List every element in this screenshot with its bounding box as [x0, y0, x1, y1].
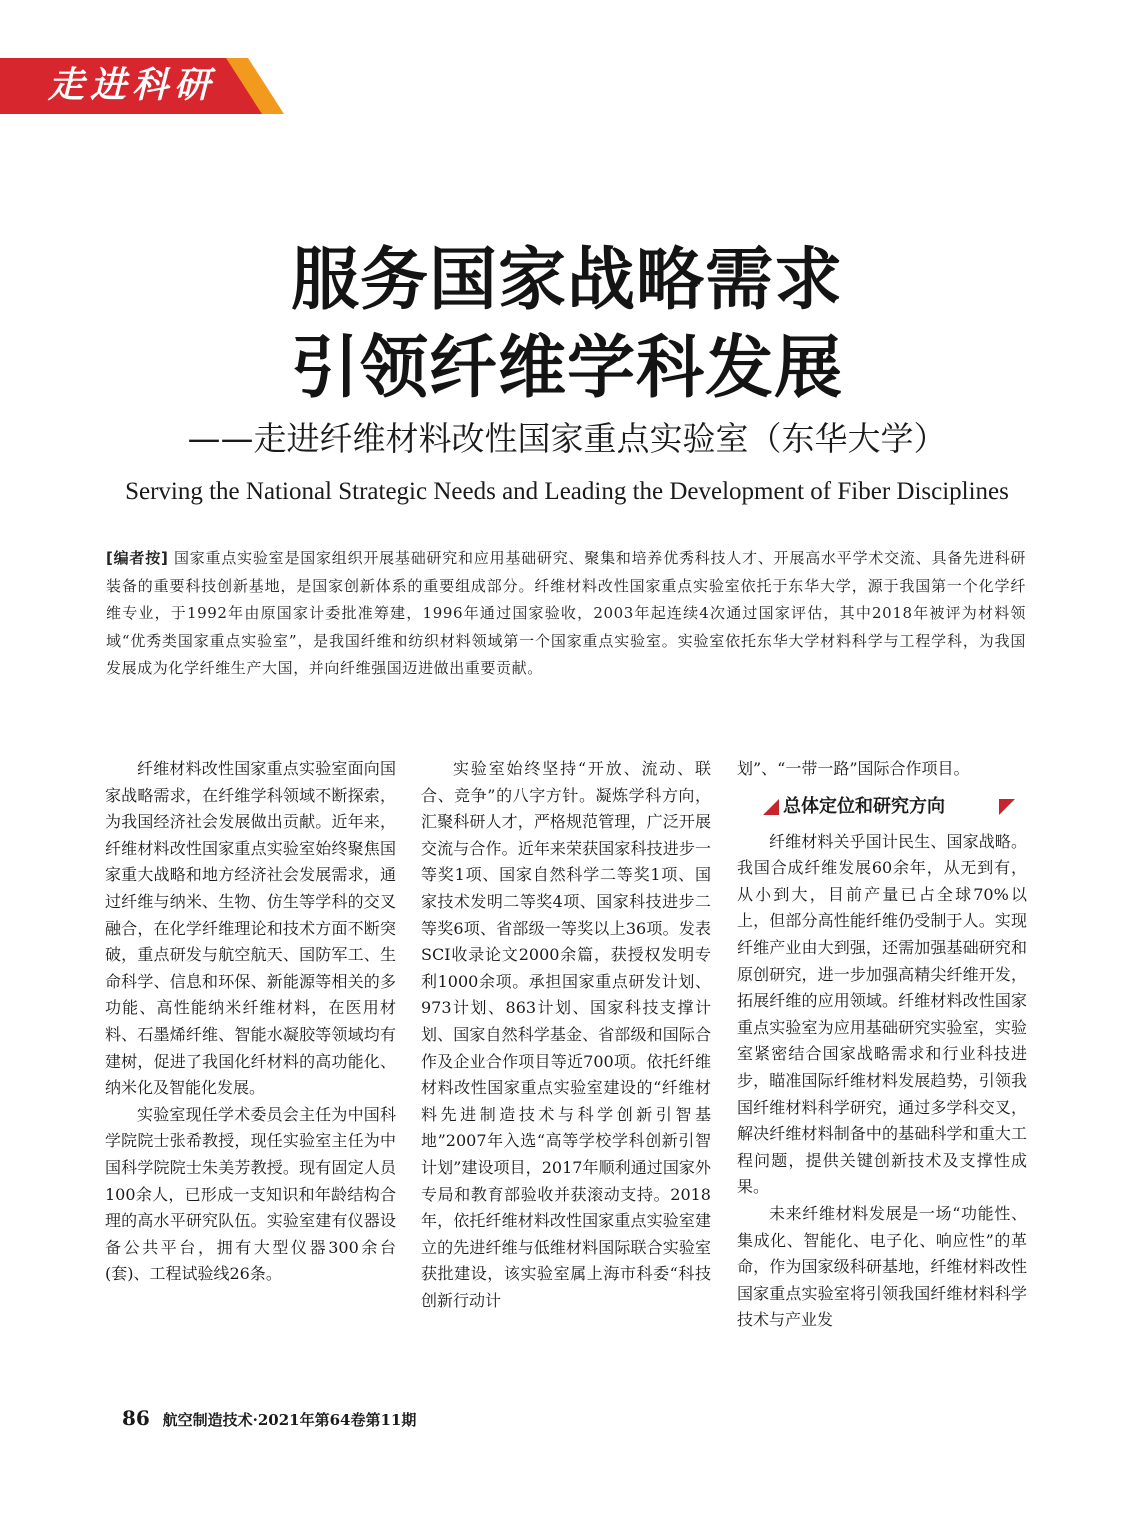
col3-paragraph-2: 未来纤维材料发展是一场“功能性、集成化、智能化、电子化、响应性”的革命，作为国家级科研基地，纤维材料改性国家重点实验室将引领我国纤维材料科学技术与产业发 — [737, 1203, 1027, 1330]
column-2 — [421, 756, 711, 1314]
heading-right-triangle-icon — [999, 799, 1015, 815]
heading-left-triangle-icon — [763, 799, 779, 815]
editor-note-text: 国家重点实验室是国家组织开展基础研究和应用基础研究、聚集和培养优秀科技人才、开展高水平学术交流、具备先进科研装备的重要科技创新基地，是国家创新体系的重要组成部分。纤维材料改性国家重点实验室依托于东华大学，源于我国第一个化学纤维专业，于1992年由原国家计委批准筹建，1996年通过国家验收，2003年起连续4次通过国家评估，其中2018年被评为材料领域“优秀类国家重点实验室”，是我国纤维和纺织材料领域第一个国家重点实验室。实验室依托东华大学材料科学与工程学科，为我国发展成为化学纤维生产大国，并向纤维强国迈进做出重要贡献。 — [106, 549, 1027, 677]
title-line-1: 服务国家战略需求 — [290, 240, 843, 320]
col1-paragraph-2: 实验室现任学术委员会主任为中国科学院院士张希教授，现任实验室主任为中国科学院院士朱美芳教授。现有固定人员100余人，已形成一支知识和年龄结构合理的高水平研究队伍。实验室建有仪器设备公共平台，拥有大型仪器300余台(套)、工程试验线26条。 — [105, 1104, 396, 1284]
editor-note-tag: [编者按] — [106, 549, 169, 567]
english-title: Serving the National Strategic Needs and Leading the Development of Fiber Disciplines — [125, 478, 1009, 505]
editor-note — [106, 545, 1026, 683]
col2-paragraph-1: 实验室始终坚持“开放、流动、联合、竞争”的八字方针。凝炼学科方向，汇聚科研人才，严格规范管理，广泛开展交流与合作。近年来荣获国家科技进步一等奖1项、国家自然科学二等奖1项、国家技术发明二等奖4项、国家科技进步二等奖6项、省部级一等奖以上36项。发表SCI收录论文2000余篇，获授权发明专利1000余项。承担国家重点研发计划、973计划、863计划、国家科技支撑计划、国家自然科学基金、省部级和国际合作及企业合作项目等近700项。依托纤维材料改性国家重点实验室建设的“纤维材料先进制造技术与科学创新引智基地”2007年入选“高等学校学科创新引智计划”建设项目，2017年顺利通过国家外专局和教育部验收并获滚动支持。2018年，依托纤维材料改性国家重点实验室建立的先进纤维与低维材料国际联合实验室获批建设，该实验室属上海市科委“科技创新行动计 — [421, 759, 711, 1310]
journal-info: 航空制造技术·2021年第64卷第11期 — [162, 1411, 417, 1429]
section-banner — [0, 58, 285, 114]
page-footer — [122, 1404, 416, 1434]
title-line-2: 引领纤维学科发展 — [290, 328, 843, 408]
section-heading — [763, 793, 1027, 821]
subtitle: ——走进纤维材料改性国家重点实验室（东华大学） — [187, 419, 947, 458]
col3-paragraph-1: 纤维材料关乎国计民生、国家战略。我国合成纤维发展60余年，从无到有，从小到大，目前产量已占全球70%以上，但部分高性能纤维仍受制于人。实现纤维产业由大到强，还需加强基础研究和原创研究，进一步加强高精尖纤维开发，拓展纤维的应用领域。纤维材料改性国家重点实验室为应用基础研究实验室，实验室紧密结合国家战略需求和行业科技进步，瞄准国际纤维材料发展趋势，引领我国纤维材料科学研究，通过多学科交叉，解决纤维材料制备中的基础科学和重大工程问题，提供关键创新技术及支撑性成果。 — [737, 831, 1027, 1197]
page-number: 86 — [122, 1406, 150, 1430]
column-1 — [105, 756, 396, 1288]
banner-label: 走进科研 — [48, 65, 217, 106]
col3-continuation: 划”、“一带一路”国际合作项目。 — [737, 759, 970, 778]
section-heading-text: 总体定位和研究方向 — [783, 795, 945, 817]
column-3 — [737, 756, 1027, 1334]
col1-paragraph-1: 纤维材料改性国家重点实验室面向国家战略需求，在纤维学科领域不断探索，为我国经济社会发展做出贡献。近年来，纤维材料改性国家重点实验室始终聚焦国家重大战略和地方经济社会发展需求，通过纤维与纳米、生物、仿生等学科的交叉融合，在化学纤维理论和技术方面不断突破，重点研发与航空航天、国防军工、生命科学、信息和环保、新能源等相关的多功能、高性能纳米纤维材料，在医用材料、石墨烯纤维、智能水凝胶等领域均有建树，促进了我国化纤材料的高功能化、纳米化及智能化发展。 — [105, 759, 396, 1098]
